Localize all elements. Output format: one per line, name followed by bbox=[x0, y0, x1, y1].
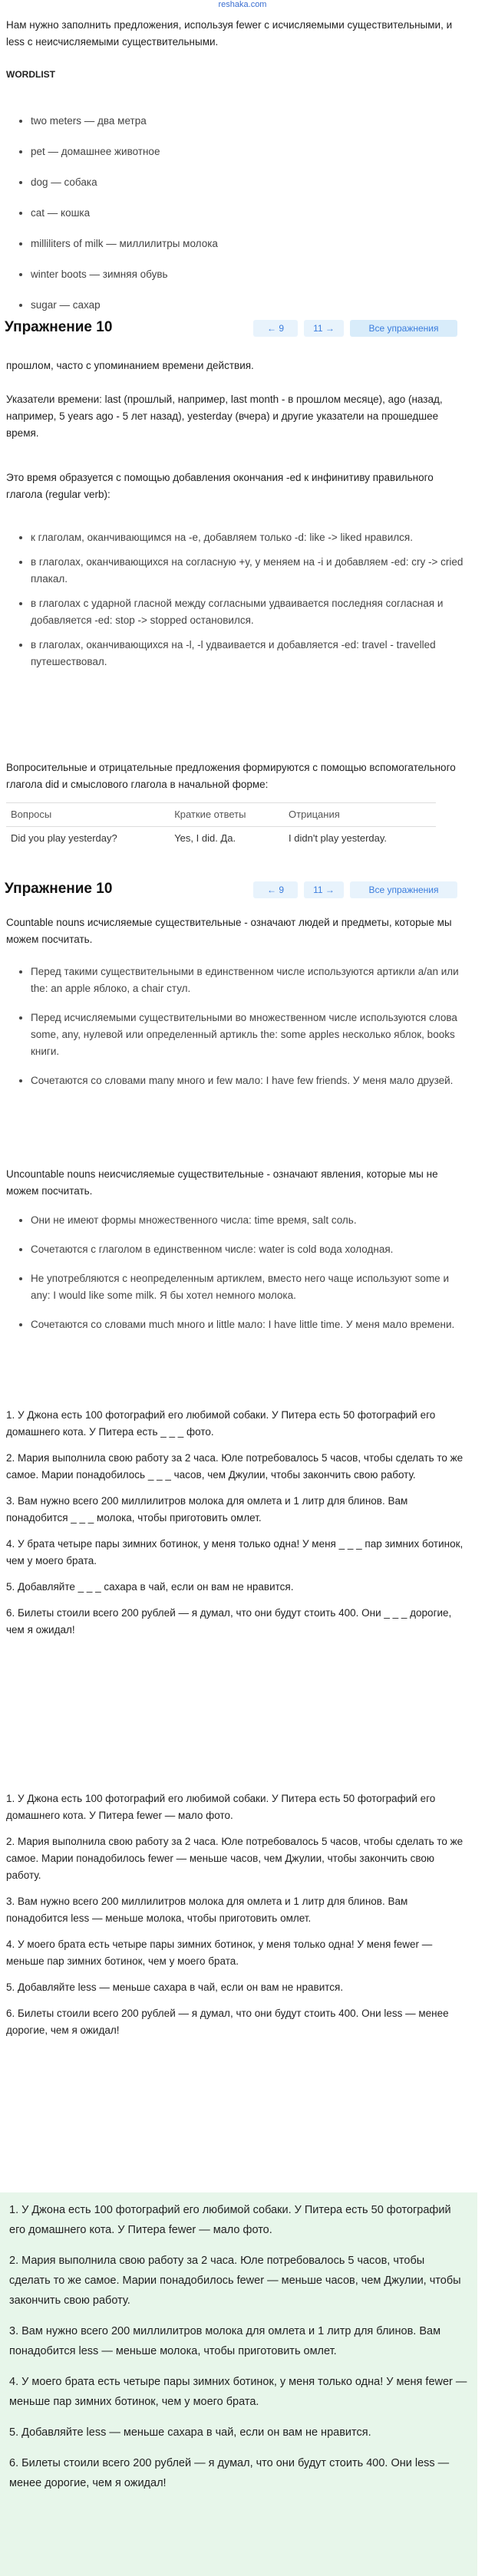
uncountable-heading bbox=[0, 1166, 470, 1200]
questions-text: Вопросительные и отрицательные предложения формируются с помощью вспомогательного глагола did и смыслового глагола в начальной форме: bbox=[6, 762, 456, 790]
countable-item: • Перед исчисляемыми существительными во множественном числе используются слова some, any, нулевой или определенный артикль the: some apples несколько яблок, books книги. bbox=[31, 1010, 464, 1060]
formation-rules bbox=[0, 529, 470, 670]
translated-item: 4. У моего брата есть четыре пары зимних ботинок, у меня только одна! У меня fewer — меньше пар зимних ботинок, чем у моего брата. bbox=[6, 1939, 433, 1967]
task-item: 5. Добавляйте _ _ _ сахара в чай, если он вам не нравится. bbox=[6, 1581, 294, 1593]
rule-item: • в глаголах, оканчивающихся на согласную +y, у меняем на -i и добавляем -ed: cry -> cried плакал. bbox=[31, 554, 464, 588]
wordlist bbox=[6, 106, 464, 321]
countable-section bbox=[0, 964, 470, 1089]
rules-list bbox=[6, 529, 464, 670]
task-item: 6. Билеты стоили всего 200 рублей — я думал, что они будут стоить 400. Они _ _ _ дорогие, чем я ожидал! bbox=[6, 1607, 452, 1636]
table-header: Краткие ответы bbox=[170, 803, 284, 827]
table-row bbox=[6, 827, 436, 851]
translated-item: 6. Билеты стоили всего 200 рублей — я думал, что они будут стоить 400. Они less — менее дорогие, чем я ожидал! bbox=[6, 2008, 449, 2036]
rule-item: • в глаголах с ударной гласной между согласными удваивается последняя согласная и добавляется -ed: stop -> stopped остановился. bbox=[31, 595, 464, 629]
answer-item: 3. Вам нужно всего 200 миллилитров молока для омлета и 1 литр для блинов. Вам понадобится less — меньше молока, чтобы приготовить омлет. bbox=[9, 2325, 441, 2357]
table-cell: Did you play yesterday? bbox=[6, 827, 170, 851]
countable-item: • Перед такими существительными в единственном числе используются артикли a/an или the: an apple яблоко, a chair стул. bbox=[31, 964, 464, 997]
answer-item: 1. У Джона есть 100 фотографий его любимой собаки. У Питера есть 50 фотографий его домашнего кота. У Питера fewer — мало фото. bbox=[9, 2204, 451, 2236]
table-cell: Yes, I did. Да. bbox=[170, 827, 284, 851]
translated-item: 3. Вам нужно всего 200 миллилитров молока для омлета и 1 литр для блинов. Вам понадобится less — меньше молока, чтобы приготовить омлет. bbox=[6, 1896, 408, 1924]
uncountable-item: • Сочетаются с глаголом в единственном числе: water is cold вода холодная. bbox=[31, 1241, 464, 1258]
wordlist-item: • winter boots — зимняя обувь bbox=[31, 259, 464, 290]
all-exercises-button[interactable]: Все упражнения bbox=[350, 320, 457, 337]
answer-item: 2. Мария выполнила свою работу за 2 часа. Юле потребовалось 5 часов, чтобы сделать то же самое. Марии понадобилось fewer — меньше часов, чем Джулии, чтобы закончить свою работу. bbox=[9, 2255, 461, 2307]
time-markers-text: Указатели времени: last (прошлый, например, last month - в прошлом месяце), ago (назад, например, 5 years ago - 5 лет назад), yesterday (вчера) и другие указатели на прошедшее время. bbox=[6, 394, 443, 439]
prev-exercise-button[interactable]: ← 9 bbox=[253, 320, 298, 337]
task-item: 1. У Джона есть 100 фотографий его любимой собаки. У Питера есть 50 фотографий его домашнего кота. У Питера есть _ _ _ фото. bbox=[6, 1409, 436, 1438]
answer-item: 4. У моего брата есть четыре пары зимних ботинок, у меня только одна! У меня fewer — меньше пар зимних ботинок, чем у моего брата. bbox=[9, 2376, 467, 2408]
countable-heading bbox=[0, 914, 470, 948]
table-header-row bbox=[6, 803, 436, 827]
did-table bbox=[6, 802, 436, 850]
uncountable-item: • Они не имеют формы множественного числа: time время, salt соль. bbox=[31, 1212, 464, 1229]
wordlist-item: • dog — собака bbox=[31, 167, 464, 198]
translated-item: 5. Добавляйте less — меньше сахара в чай, если он вам не нравится. bbox=[6, 1981, 344, 1993]
table-header: Отрицания bbox=[284, 803, 436, 827]
next-exercise-button[interactable]: 11 → bbox=[304, 320, 344, 337]
uncountable-section bbox=[0, 1212, 470, 1333]
task-item: 4. У брата четыре пары зимних ботинок, у меня только одна! У меня _ _ _ пар зимних ботинок, чем у моего брата. bbox=[6, 1538, 464, 1566]
rule-item: • к глаголам, оканчивающимся на -e, добавляем только -d: like -> liked нравился. bbox=[31, 529, 464, 546]
exercise-title: Упражнение 10 bbox=[5, 319, 113, 335]
wordlist-item: • pet — домашнее животное bbox=[31, 137, 464, 167]
past-cut-line bbox=[0, 357, 470, 374]
translated-section bbox=[0, 1790, 470, 2039]
site-header[interactable]: reshaka.com bbox=[218, 0, 267, 9]
wordlist-section bbox=[0, 106, 470, 321]
translated-item: 2. Мария выполнила свою работу за 2 часа. Юле потребовалось 5 часов, чтобы сделать то же самое. Марии понадобилось fewer — меньше часов, чем Джулии, чтобы закончить свою работу. bbox=[6, 1836, 464, 1881]
wordlist-item: • cat — кошка bbox=[31, 198, 464, 229]
answer-item: 6. Билеты стоили всего 200 рублей — я думал, что они будут стоить 400. Они less — менее дорогие, чем я ожидал! bbox=[9, 2457, 450, 2489]
countable-heading-text: Countable nouns исчисляемые существительные - означают людей и предметы, которые мы можем посчитать. bbox=[6, 917, 452, 945]
table-header: Вопросы bbox=[6, 803, 170, 827]
wordlist-item: • sugar — сахар bbox=[31, 290, 464, 321]
answer-item: 5. Добавляйте less — меньше сахара в чай, если он вам не нравится. bbox=[9, 2426, 371, 2439]
wordlist-label: WORDLIST bbox=[6, 69, 55, 80]
time-markers bbox=[0, 391, 470, 442]
uncountable-list bbox=[6, 1212, 464, 1333]
all-exercises-button[interactable]: Все упражнения bbox=[350, 881, 457, 898]
questions bbox=[0, 759, 470, 793]
tasks-section bbox=[0, 1407, 470, 1639]
wordlist-item: • milliliters of milk — миллилитры молока bbox=[31, 229, 464, 259]
past-cut-text: прошлом, часто с упоминанием времени действия. bbox=[6, 360, 254, 371]
translated-item: 1. У Джона есть 100 фотографий его любимой собаки. У Питера есть 50 фотографий его домашнего кота. У Питера fewer — мало фото. bbox=[6, 1793, 436, 1821]
exercise-nav-bar bbox=[0, 315, 485, 341]
rule-item: • в глаголах, оканчивающихся на -l, -l удваивается и добавляется -ed: travel - travelled путешествовал. bbox=[31, 637, 464, 670]
uncountable-item: • Сочетаются со словами much много и little мало: I have little time. У меня мало времени. bbox=[31, 1316, 464, 1333]
formation bbox=[0, 469, 470, 503]
task-item: 3. Вам нужно всего 200 миллилитров молока для омлета и 1 литр для блинов. Вам понадобится _ _ _ молока, чтобы приготовить омлет. bbox=[6, 1495, 408, 1524]
uncountable-item: • Не употребляются с неопределенным артиклем, вместо него чаще используют some и any: I would like some milk. Я бы хотел немного молока. bbox=[31, 1270, 464, 1304]
exercise-title: Упражнение 10 bbox=[5, 881, 113, 897]
countable-list bbox=[6, 964, 464, 1089]
wordlist-item: • two meters — два метра bbox=[31, 106, 464, 137]
exercise-nav-bar bbox=[0, 876, 485, 902]
task-item: 2. Мария выполнила свою работу за 2 часа. Юле потребовалось 5 часов, чтобы сделать то же самое. Марии понадобилось _ _ _ часов, чем Джулии, чтобы закончить свою работу. bbox=[6, 1452, 464, 1481]
prev-exercise-button[interactable]: ← 9 bbox=[253, 881, 298, 898]
countable-item: • Сочетаются со словами many много и few мало: I have few friends. У меня мало друзей. bbox=[31, 1072, 464, 1089]
intro-section bbox=[0, 17, 470, 51]
table-cell: I didn't play yesterday. bbox=[284, 827, 436, 851]
uncountable-heading-text: Uncountable nouns неисчисляемые существительные - означают явления, которые мы не можем посчитать. bbox=[6, 1168, 438, 1197]
intro-text: Нам нужно заполнить предложения, используя fewer с исчисляемыми существительными, и less с неисчисляемыми существительными. bbox=[6, 19, 453, 48]
answers-box bbox=[0, 2192, 477, 2576]
formation-text: Это время образуется с помощью добавления окончания -ed к инфинитиву правильного глагола (regular verb): bbox=[6, 472, 434, 500]
next-exercise-button[interactable]: 11 → bbox=[304, 881, 344, 898]
